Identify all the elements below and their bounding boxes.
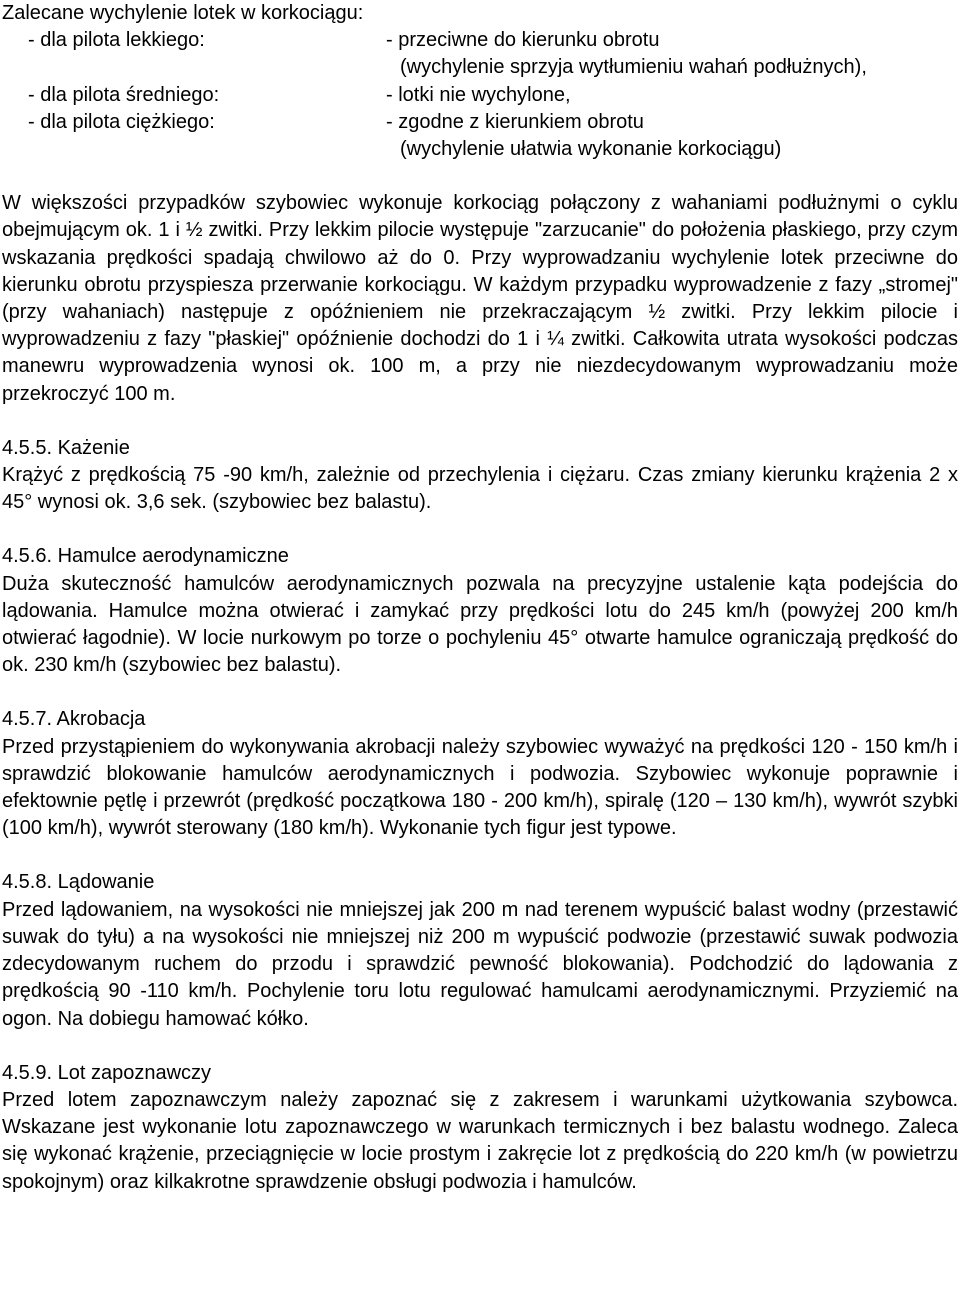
section-heading: 4.5.6. Hamulce aerodynamiczne [2,545,289,568]
section-text: Duża skuteczność hamulców aerodynamicznych pozwala na precyzyjne ustalenie kąta podejścia do lądowania. Hamulce można otwierać i zamykać przy prędkości lotu do 245 km/h (powyżej 200 km/h otwierać łagodnie). W locie nurkowym po torze o pochyleniu 45° otwarte hamulce ograniczają prędkość do ok. 230 km/h (szybowiec bez balastu). [2,572,958,677]
deflection-row [2,54,958,81]
deflection-key: - dla pilota średniego: [28,83,220,106]
deflection-key [2,54,386,81]
section-text: Przed lądowaniem, na wysokości nie mniejszej jak 200 m nad terenem wypuścić balast wodny (przestawić suwak do tyłu) a na wysokości nie mniejszej niż 200 m wypuścić podwozie (przestawić suwak podwozia zdecydowanym ruchem do przodu i sprawdzić pewność blokowania). Podchodzić do lądowania z prędkością 90 -110 km/h. Pochylenie toru lotu regulować hamulcami aerodynamicznymi. Przyziemić na ogon. Na dobiegu hamować kółko. [2,898,958,1030]
deflection-value: (wychylenie sprzyja wytłumieniu wahań podłużnych), [400,56,867,79]
deflection-row [2,136,958,163]
deflection-row [2,27,958,54]
section-heading: 4.5.5. Każenie [2,436,130,459]
deflection-key [2,136,386,163]
section-heading: 4.5.7. Akrobacja [2,708,146,731]
section-heading: 4.5.8. Lądowanie [2,871,155,894]
deflection-value: - lotki nie wychylone, [386,83,571,106]
section-text: Przed lotem zapoznawczym należy zapoznać się z zakresem i warunkami użytkowania szybowca. Wskazane jest wykonanie lotu zapoznawczego w warunkach termicznych i bez balastu wodnego. Zaleca się wykonać krążenie, przeciągnięcie w locie prostym i zakręcie lot z prędkością do 220 km/h (w powietrzu spokojnym) oraz kilkakrotne sprawdzenie obsługi podwozia i hamulców. [2,1088,958,1193]
deflection-key: - dla pilota lekkiego: [28,29,205,52]
deflection-row [2,82,958,109]
section-heading: 4.5.9. Lot zapoznawczy [2,1061,212,1084]
section-text: Krążyć z prędkością 75 -90 km/h, zależnie od przechylenia i ciężaru. Czas zmiany kierunku krążenia 2 x 45° wynosi ok. 3,6 sek. (szybowiec bez balastu). [2,464,958,514]
deflection-row [2,109,958,136]
deflection-value: - przeciwne do kierunku obrotu [386,29,660,52]
deflection-title: Zalecane wychylenie lotek w korkociągu: [2,2,364,24]
deflection-value: (wychylenie ułatwia wykonanie korkociągu) [400,138,782,161]
section-text: Przed przystąpieniem do wykonywania akrobacji należy szybowiec wyważyć na prędkości 120 - 150 km/h i sprawdzić blokowanie hamulców aerodynamicznych i podwozia. Szybowiec wykonuje poprawnie i efektownie pętlę i przewrót (prędkość początkowa 180 - 200 km/h), spiralę (120 – 130 km/h), wywrót szybki (100 km/h), wywrót sterowany (180 km/h). Wykonanie tych figur jest typowe. [2,735,958,840]
deflection-key: - dla pilota ciężkiego: [28,110,215,133]
deflection-block [2,0,958,163]
spin-paragraph: W większości przypadków szybowiec wykonuje korkociąg połączony z wahaniami podłużnymi o cyklu obejmującym ok. 1 i ½ zwitki. Przy lekkim pilocie występuje "zarzucanie" do położenia płaskiego, przy czym wskazania prędkości spadają chwilowo aż do 0. Przy wyprowadzaniu wychylenie lotek przeciwne do kierunku obrotu przyspiesza przerwanie korkociągu. W każdym przypadku wyprowadzenie z fazy „stromej" (przy wahaniach) następuje z opóźnieniem nie przekraczającym ½ zwitki. Przy lekkim pilocie i wyprowadzeniu z fazy "płaskiej" opóźnienie dochodzi do 1 i ¼ zwitki. Całkowita utrata wysokości podczas manewru wyprowadzenia wynosi ok. 100 m, a przy nie niezdecydowanym wyprowadzaniu może przekroczyć 100 m. [2,192,958,405]
deflection-value: - zgodne z kierunkiem obrotu [386,110,644,133]
